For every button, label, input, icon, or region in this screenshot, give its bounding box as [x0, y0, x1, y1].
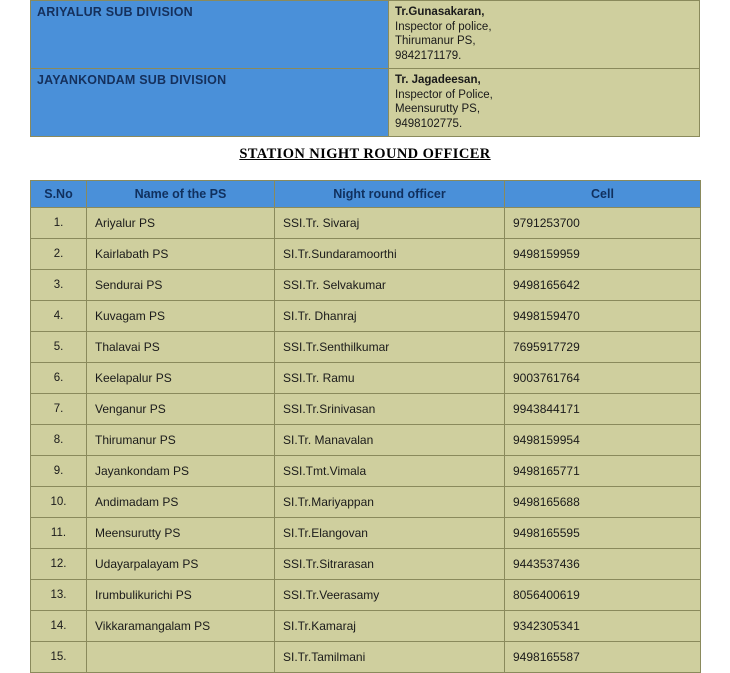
officer-phone: 9842171179.	[395, 50, 462, 63]
table-row	[31, 394, 701, 425]
sub-division-table-body	[31, 1, 700, 137]
table-header-row	[31, 181, 701, 208]
table-row	[31, 239, 701, 270]
section-heading: STATION NIGHT ROUND OFFICER	[239, 146, 491, 162]
night-round-table-head	[31, 181, 701, 208]
cell-sno: 7.	[31, 394, 87, 425]
cell-phone: 9498159959	[505, 239, 701, 270]
table-row	[31, 208, 701, 239]
cell-phone: 9498165587	[505, 642, 701, 673]
cell-officer: SI.Tr. Dhanraj	[275, 301, 505, 332]
cell-ps: Andimadam PS	[87, 487, 275, 518]
cell-ps: Irumbulikurichi PS	[87, 580, 275, 611]
cell-officer: SSI.Tr. Selvakumar	[275, 270, 505, 301]
cell-ps: Ariyalur PS	[87, 208, 275, 239]
column-header-cell: Cell	[505, 181, 701, 208]
sub-division-officer	[389, 68, 700, 136]
officer-name: Tr. Jagadeesan,	[395, 73, 481, 86]
cell-ps: Thalavai PS	[87, 332, 275, 363]
officer-phone: 9498102775.	[395, 118, 463, 131]
cell-phone: 9498165642	[505, 270, 701, 301]
cell-phone: 9791253700	[505, 208, 701, 239]
cell-ps: Jayankondam PS	[87, 456, 275, 487]
table-row	[31, 642, 701, 673]
table-row	[31, 270, 701, 301]
officer-station: Meensurutty PS,	[395, 103, 481, 116]
cell-sno: 8.	[31, 425, 87, 456]
cell-officer: SI.Tr. Manavalan	[275, 425, 505, 456]
cell-officer: SI.Tr.Kamaraj	[275, 611, 505, 642]
officer-rank: Inspector of police,	[395, 20, 492, 33]
night-round-officer-table	[30, 180, 701, 673]
cell-phone: 9498165595	[505, 518, 701, 549]
column-header-sno: S.No	[31, 181, 87, 208]
table-row	[31, 1, 700, 69]
officer-name: Tr.Gunasakaran,	[395, 6, 485, 18]
cell-ps: Venganur PS	[87, 394, 275, 425]
table-row	[31, 456, 701, 487]
table-row	[31, 68, 700, 136]
cell-officer: SI.Tr.Elangovan	[275, 518, 505, 549]
cell-sno: 5.	[31, 332, 87, 363]
column-header-ps: Name of the PS	[87, 181, 275, 208]
cell-phone: 9498159954	[505, 425, 701, 456]
cell-phone: 9498159470	[505, 301, 701, 332]
table-row	[31, 487, 701, 518]
cell-phone: 7695917729	[505, 332, 701, 363]
cell-sno: 14.	[31, 611, 87, 642]
cell-sno: 4.	[31, 301, 87, 332]
cell-phone: 9498165771	[505, 456, 701, 487]
cell-sno: 12.	[31, 549, 87, 580]
cell-ps: Thirumanur PS	[87, 425, 275, 456]
table-row	[31, 611, 701, 642]
cell-officer: SSI.Tr.Veerasamy	[275, 580, 505, 611]
cell-phone: 9943844171	[505, 394, 701, 425]
cell-ps: Keelapalur PS	[87, 363, 275, 394]
table-row	[31, 549, 701, 580]
cell-ps	[87, 642, 275, 673]
officer-station: Thirumanur PS,	[395, 35, 476, 48]
table-row	[31, 580, 701, 611]
cell-sno: 15.	[31, 642, 87, 673]
table-row	[31, 332, 701, 363]
sub-division-officer	[389, 1, 700, 69]
table-row	[31, 301, 701, 332]
cell-ps: Vikkaramangalam PS	[87, 611, 275, 642]
column-header-officer: Night round officer	[275, 181, 505, 208]
cell-phone: 9003761764	[505, 363, 701, 394]
cell-ps: Sendurai PS	[87, 270, 275, 301]
cell-officer: SSI.Tr. Sivaraj	[275, 208, 505, 239]
cell-phone: 8056400619	[505, 580, 701, 611]
cell-officer: SI.Tr.Mariyappan	[275, 487, 505, 518]
cell-phone: 9443537436	[505, 549, 701, 580]
cell-ps: Udayarpalayam PS	[87, 549, 275, 580]
cell-ps: Meensurutty PS	[87, 518, 275, 549]
cell-ps: Kairlabath PS	[87, 239, 275, 270]
sub-division-name: ARIYALUR SUB DIVISION	[31, 1, 389, 69]
cell-sno: 6.	[31, 363, 87, 394]
cell-sno: 13.	[31, 580, 87, 611]
cell-sno: 9.	[31, 456, 87, 487]
cell-ps: Kuvagam PS	[87, 301, 275, 332]
cell-sno: 1.	[31, 208, 87, 239]
cell-officer: SSI.Tr. Ramu	[275, 363, 505, 394]
table-row	[31, 518, 701, 549]
cell-officer: SI.Tr.Sundaramoorthi	[275, 239, 505, 270]
cell-officer: SSI.Tr.Sitrarasan	[275, 549, 505, 580]
cell-sno: 3.	[31, 270, 87, 301]
cell-phone: 9342305341	[505, 611, 701, 642]
table-row	[31, 425, 701, 456]
cell-sno: 2.	[31, 239, 87, 270]
cell-sno: 10.	[31, 487, 87, 518]
cell-officer: SI.Tr.Tamilmani	[275, 642, 505, 673]
table-row	[31, 363, 701, 394]
cell-phone: 9498165688	[505, 487, 701, 518]
cell-officer: SSI.Tr.Senthilkumar	[275, 332, 505, 363]
sub-division-name: JAYANKONDAM SUB DIVISION	[31, 68, 389, 136]
cell-officer: SSI.Tr.Srinivasan	[275, 394, 505, 425]
officer-rank: Inspector of Police,	[395, 88, 493, 101]
sub-division-table	[30, 0, 700, 137]
cell-officer: SSI.Tmt.Vimala	[275, 456, 505, 487]
night-round-table-body	[31, 208, 701, 673]
cell-sno: 11.	[31, 518, 87, 549]
